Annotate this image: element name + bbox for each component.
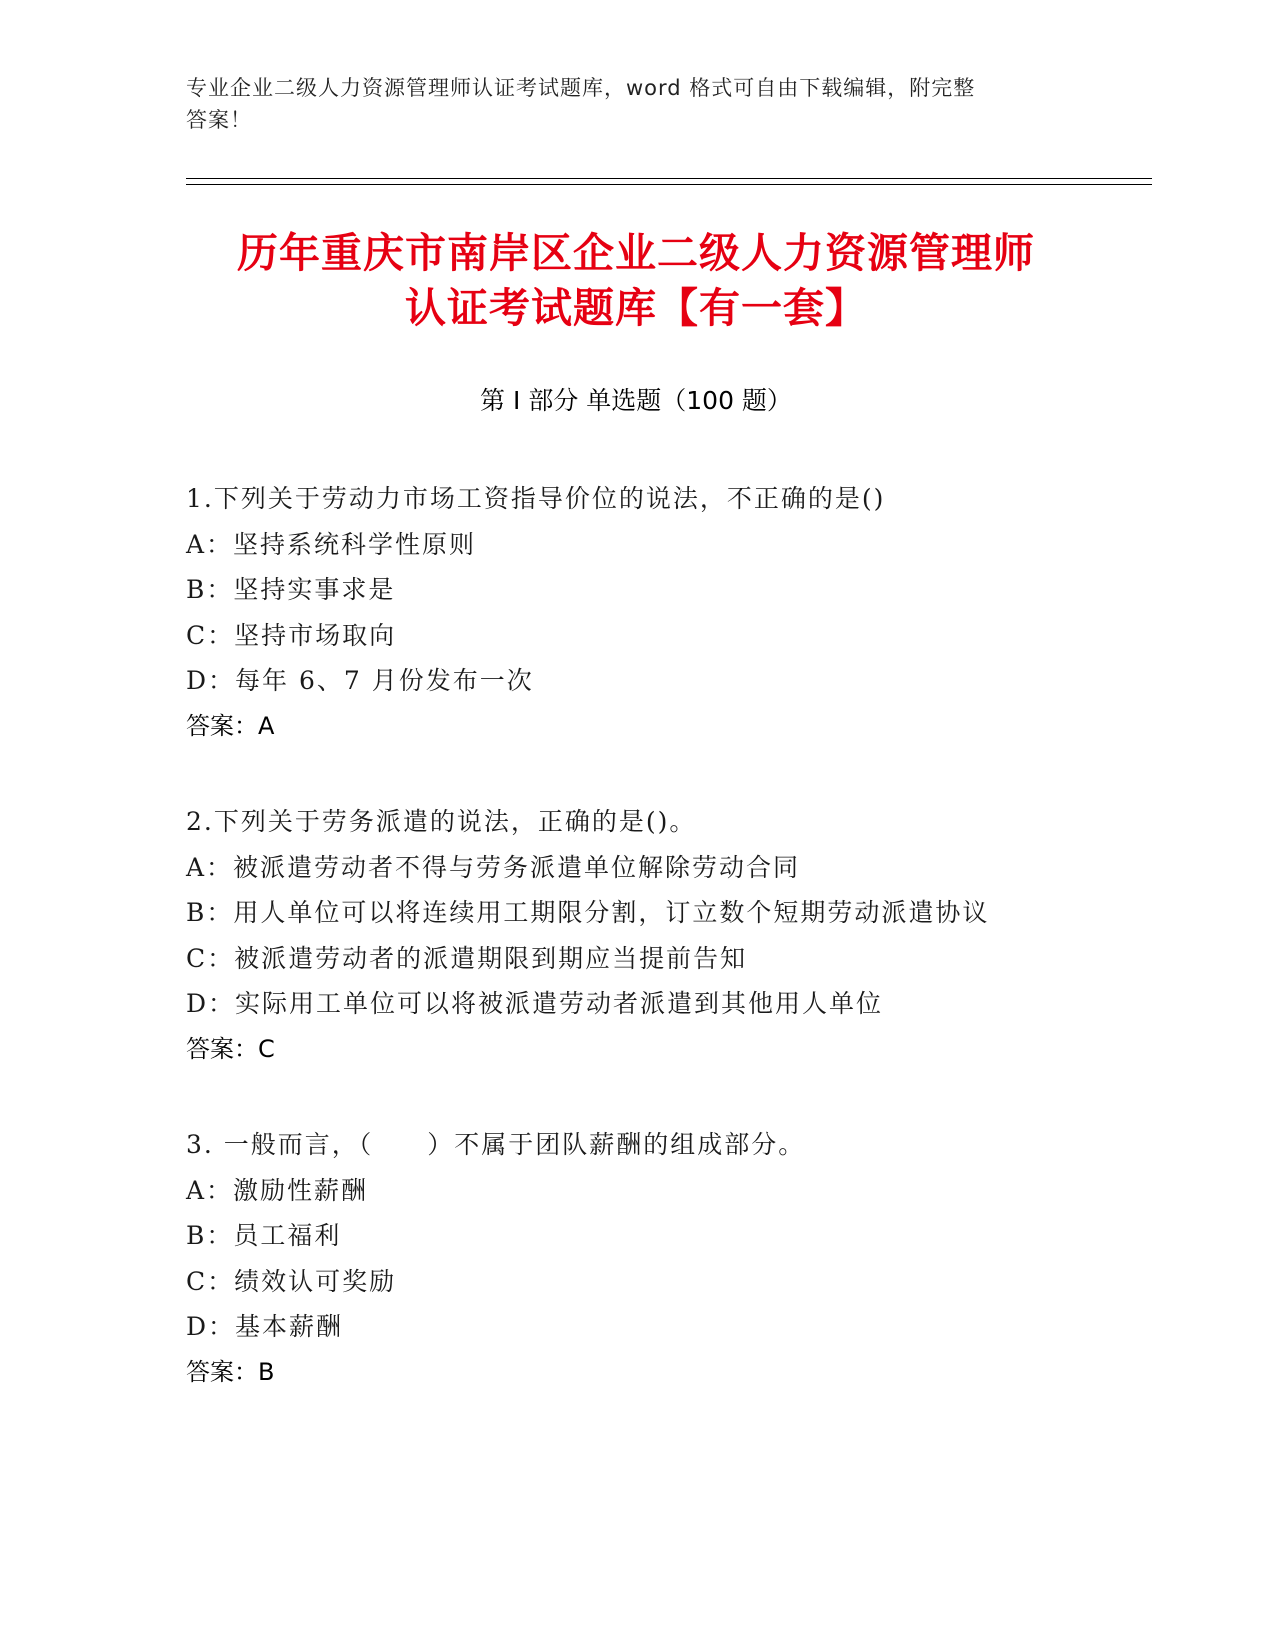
document-title	[186, 226, 1086, 336]
option-c: C：被派遣劳动者的派遣期限到期应当提前告知	[186, 943, 748, 973]
question-stem: 2.下列关于劳务派遣的说法，正确的是()。	[186, 807, 697, 836]
question-1	[186, 476, 1146, 749]
question-stem: 1.下列关于劳动力市场工资指导价位的说法，不正确的是()	[186, 484, 886, 513]
section-title: 第 I 部分 单选题（100 题）	[480, 386, 792, 415]
header-text-line1: 专业企业二级人力资源管理师认证考试题库，word 格式可自由下载编辑，附完整	[186, 76, 976, 100]
option-c: C：坚持市场取向	[186, 620, 397, 650]
option-d: D：实际用工单位可以将被派遣劳动者派遣到其他用人单位	[186, 989, 884, 1018]
question-2	[186, 799, 1146, 1072]
option-b: B：员工福利	[186, 1221, 342, 1250]
option-b: B：用人单位可以将连续用工期限分割，订立数个短期劳动派遣协议	[186, 898, 990, 927]
question-stem: 3. 一般而言，（ ）不属于团队薪酬的组成部分。	[186, 1130, 806, 1159]
question-3	[186, 1122, 1146, 1395]
document-title-line1: 历年重庆市南岸区企业二级人力资源管理师	[237, 229, 1035, 277]
document-title-line2: 认证考试题库【有一套】	[405, 284, 867, 332]
answer: 答案：A	[186, 711, 275, 740]
option-d: D：基本薪酬	[186, 1312, 344, 1341]
option-a: A：激励性薪酬	[186, 1175, 369, 1205]
option-c: C：绩效认可奖励	[186, 1266, 397, 1296]
question-list	[186, 476, 1146, 1445]
option-a: A：坚持系统科学性原则	[186, 529, 477, 559]
option-b: B：坚持实事求是	[186, 575, 396, 604]
header-divider-top	[186, 178, 1152, 179]
header-divider-bottom	[186, 184, 1152, 185]
option-a: A：被派遣劳动者不得与劳务派遣单位解除劳动合同	[186, 852, 801, 882]
option-d: D：每年 6、7 月份发布一次	[186, 666, 534, 695]
header-text-line2: 答案！	[186, 108, 252, 132]
answer: 答案：B	[186, 1357, 275, 1386]
page-header	[186, 72, 1066, 136]
answer: 答案：C	[186, 1034, 275, 1063]
